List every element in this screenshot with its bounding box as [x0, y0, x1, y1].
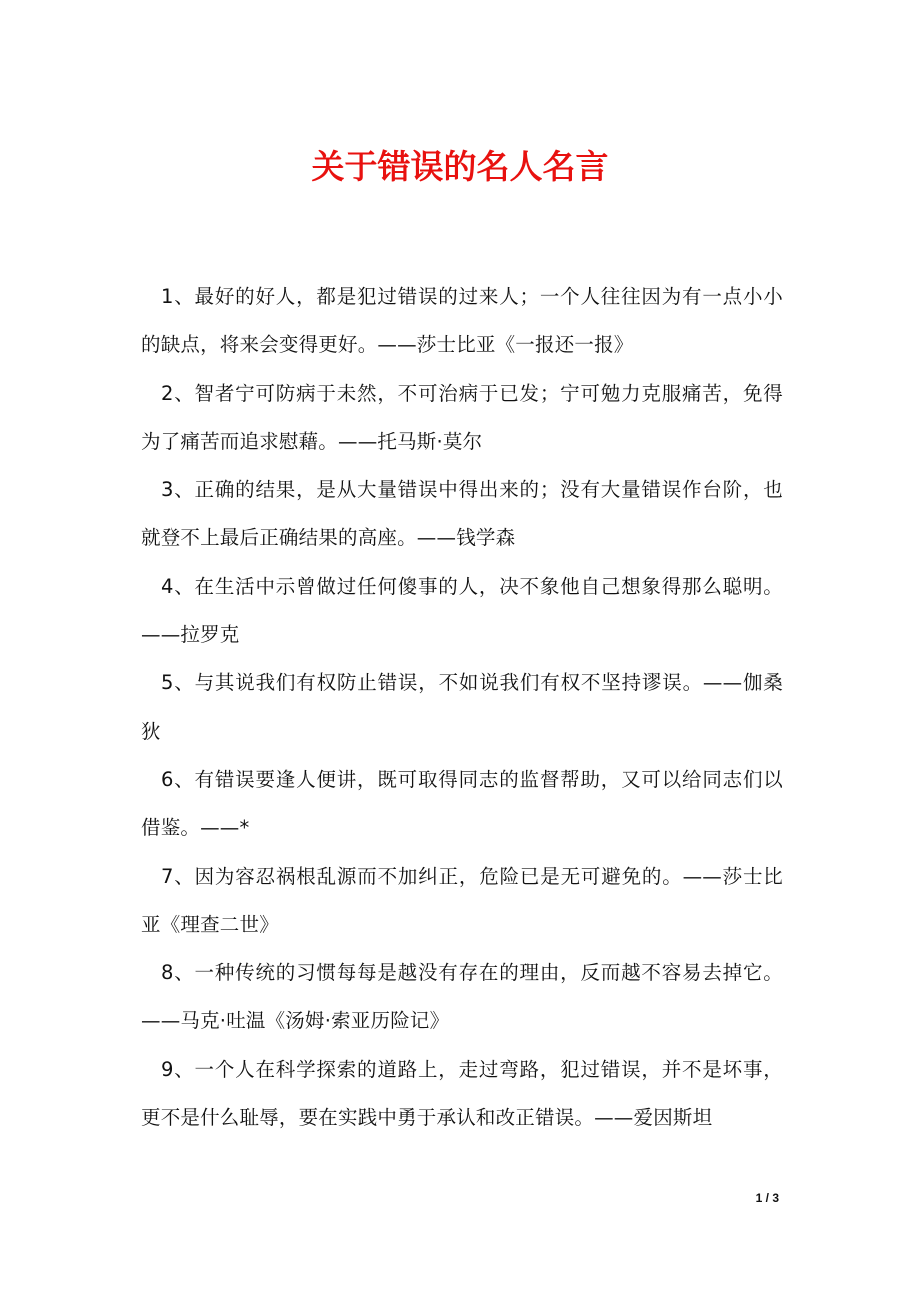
quote-item-6: 6、有错误要逢人便讲，既可取得同志的监督帮助，又可以给同志们以借鉴。——* — [141, 767, 783, 840]
quote-list — [141, 273, 783, 1142]
quote-item-2: 2、智者宁可防病于未然，不可治病于已发；宁可勉力克服痛苦，免得为了痛苦而追求慰藉。——托马斯·莫尔 — [141, 381, 783, 453]
quote-item-9: 9、一个人在科学探索的道路上，走过弯路，犯过错误，并不是坏事，更不是什么耻辱，要在实践中勇于承认和改正错误。——爱因斯坦 — [141, 1057, 783, 1130]
page-title: 关于错误的名人名言 — [311, 147, 609, 186]
page-number: 1 / 3 — [755, 1191, 779, 1205]
quote-item-4: 4、在生活中示曾做过任何傻事的人，决不象他自己想象得那么聪明。——拉罗克 — [141, 574, 783, 647]
quote-item-1: 1、最好的好人，都是犯过错误的过来人；一个人往往因为有一点小小的缺点，将来会变得更好。——莎士比亚《一报还一报》 — [141, 285, 783, 357]
quote-item-5: 5、与其说我们有权防止错误，不如说我们有权不坚持谬误。——伽桑狄 — [141, 671, 783, 743]
quote-item-8: 8、一种传统的习惯每每是越没有存在的理由，反而越不容易去掉它。——马克·吐温《汤姆·索亚历险记》 — [141, 961, 783, 1033]
quote-item-7: 7、因为容忍祸根乱源而不加纠正，危险已是无可避免的。——莎士比亚《理查二世》 — [141, 864, 783, 936]
quote-item-3: 3、正确的结果，是从大量错误中得出来的；没有大量错误作台阶，也就登不上最后正确结果的高座。——钱学森 — [141, 478, 783, 550]
